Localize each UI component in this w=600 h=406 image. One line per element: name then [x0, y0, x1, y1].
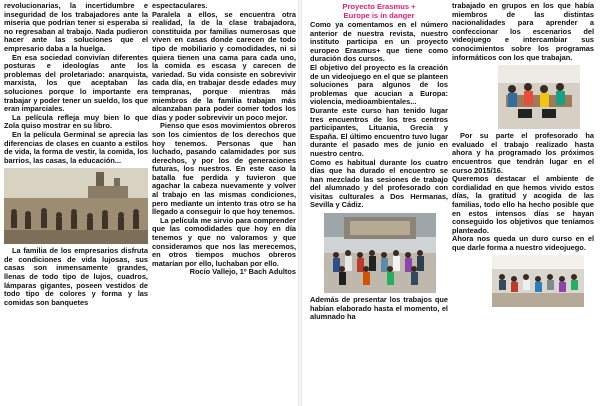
paragraph: La película refleja muy bien lo que Zola quiso mostrar en su libro.	[4, 112, 148, 131]
paragraph: Como es habitual durante los cuatro días que ha durado el encuentro se han mezclado las sesiones de trabajo del alumnado y del profesorado con visitas culturales a Dos Hermanas, Sevilla y Cádiz.	[310, 157, 448, 210]
classroom-photo	[492, 255, 584, 307]
paragraph: espectaculares.	[152, 1, 208, 10]
germinal-film-photo	[4, 168, 148, 244]
left-column-2	[152, 2, 296, 277]
right-column-2	[452, 2, 594, 310]
article-title	[310, 2, 448, 20]
group-photo	[324, 213, 436, 293]
paragraph: Paralela a ellos, se encuentra otra realidad, la de la clase trabajadora, constituida por familias numerosas que viven en casas donde carecen de todo tipo de mobiliario y comodidades, ni si quiera tienen una cama para cada uno, la comida es escasa y carecen de variedad. Su vida consiste en sobrevivir cada día, en trabajar desde edades muy tempranas, porque mientras más miembros de la familia trabajan más alcanzaban para poder comer todos los días y poder sobrevivir un poco mejor.	[152, 9, 296, 122]
right-column-1	[310, 2, 448, 322]
right-page	[300, 0, 600, 406]
paragraph: Durante este curso han tenido lugar tres encuentros de los tres centros participantes, Lituania, Grecia y España. El último encuentro tuvo lugar durante el pasado mes de junio en nuestro centro.	[310, 105, 448, 158]
paragraph: Como ya comentamos en el número anterior de nuestra revista, nuestro instituto participa en un proyecto europeo Erasmus+ que tiene como duración dos cursos.	[310, 20, 448, 64]
paragraph: Pienso que esos movimientos obreros son los cimientos de los derechos que hoy tenemos. Personas que han luchado, pasando calamidades por sus derechos, y por los de generaciones futuras, los nuestros. En este caso la batalla fue perdida y tuvieron que agachar la cabeza nuevamente y volver al trabajo en las mismas condiciones, pero mediante un intento tras otro se ha llegado a conseguir lo que hoy tenemos.	[152, 121, 296, 217]
paragraph: Ahora nos queda un duro curso en el que darle forma a nuestro videojuego.	[452, 234, 594, 252]
article-signature: Rocío Vallejo, 1º Bach Adultos	[189, 267, 296, 277]
paragraph: El objetivo del proyecto es la creación de un videojuego en el que se planteen soluciones para algunos de los problemas que acucian a Europa: violencia, medioambientales...	[310, 62, 448, 107]
workshop-photo	[498, 65, 580, 129]
paragraph: La película me sirvio para comprender que las comodidades que hoy en día tenemos y que no valoramos y que consideramos que nos las merecemos, en otros tiempos muchos obreros matarían por ello, luchaban por ello.	[152, 215, 296, 268]
title-line-1: Proyecto Erasmus +	[342, 2, 416, 11]
paragraph: Queremos destacar el ambiente de cordialidad en que hemos vivido estos días, la gratitud y acogida de las familias, todo ello ha hecho posible que en estos intensos días se hayan conseguido los objetivos que teníamos planteado.	[452, 174, 594, 235]
paragraph: En esa sociedad convivían diferentes posturas e ideologías ante los problemas del proletariado: anarquista, marxista, los que aceptaban las soluciones porque lo importante era trabajar y poder tener un sueldo, los que eran imparciales.	[4, 52, 148, 114]
paragraph: Por su parte el profesorado ha evaluado el trabajo realizado hasta ahora y ha programado los próximos encuentros que tendrán lugar en el curso 2015/16.	[452, 131, 594, 175]
paragraph: Además de presentar los trabajos que habían elaborado hasta el momento, el alumnado ha	[310, 295, 448, 322]
paragraph: En la película Germinal se aprecia las diferencias de clases en cuanto a estilos de vida, la forma de vestir, la comida, los barrios, las casas, la educación...	[4, 129, 148, 165]
title-line-2: Europe is in danger	[343, 11, 415, 20]
left-column-1	[4, 2, 148, 307]
paragraph: revolucionarias, la incertidumbre e inseguridad de los trabajadores ante la miseria que podrían tener si esperaba si no regresaban al trabajo. Nada pudieron hacer ante las soluciones que el empresario daba a la huelga.	[4, 1, 148, 53]
paragraph: trabajado en grupos en los que había miembros de las distintas nacionalidades para aprender a confeccionar los escenarios del videojuego e intercambiar sus conocimientos sobre los programas informáticos con los que trabajan.	[452, 1, 594, 62]
paragraph: La familia de los empresarios disfruta de condiciones de vida lujosas, sus casas son inmensamente grandes, llenas de todo tipo de lujos, cuadros, lámparas gigantes, poseen vestidos de todo tipo de colores y forma y las comidas son banquetes	[4, 246, 148, 307]
